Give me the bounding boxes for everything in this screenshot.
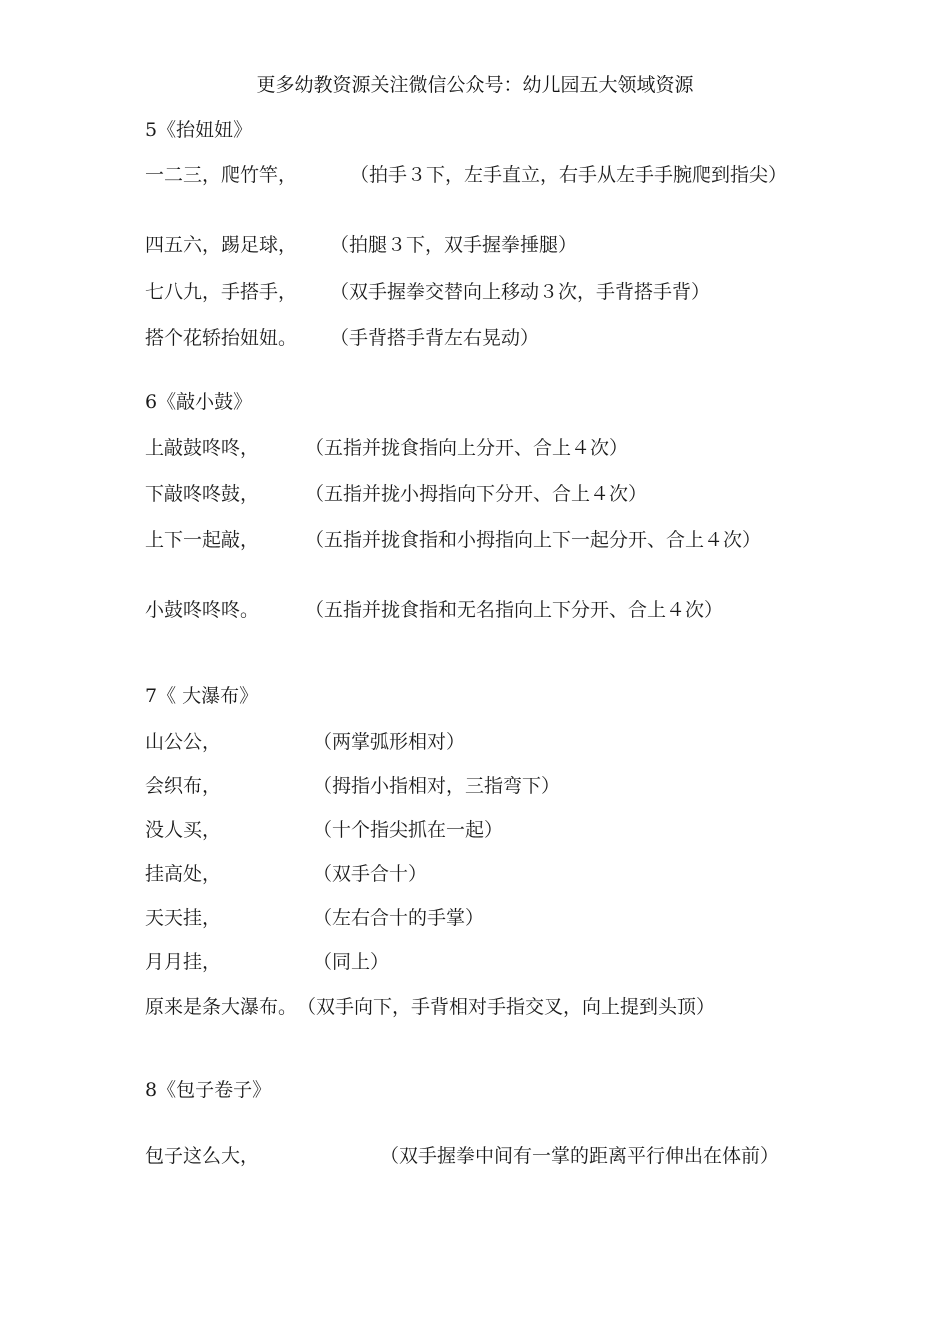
lyric-text: 月月挂，: [145, 951, 222, 973]
lyric-text: 一二三，爬竹竿，: [145, 164, 298, 186]
action-note: （双手握拳交替向上移动３次，手背搭手背）: [330, 281, 711, 303]
action-note: （十个指尖抓在一起）: [313, 819, 504, 841]
action-note: （五指并拢食指向上分开、合上４次）: [305, 437, 629, 459]
rhyme-line: [145, 528, 790, 553]
lyric-text: 原来是条大瀑布。: [145, 996, 298, 1018]
page-header: 更多幼教资源关注微信公众号：幼儿园五大领域资源: [256, 74, 694, 96]
rhyme-line: [145, 995, 715, 1020]
action-note: （五指并拢食指和小拇指向上下一起分开、合上４次）: [305, 529, 762, 551]
lyric-text: 搭个花轿抬妞妞。: [145, 327, 298, 349]
action-note: （左右合十的手掌）: [313, 907, 485, 929]
rhyme-line: [145, 280, 710, 305]
section-title: 7《 大瀑布》: [145, 685, 259, 707]
action-note: （五指并拢小拇指向下分开、合上４次）: [305, 483, 648, 505]
lyric-text: 包子这么大，: [145, 1145, 260, 1167]
rhyme-line: [145, 326, 539, 351]
action-note: （拍手３下，左手直立，右手从左手手腕爬到指尖）: [350, 164, 788, 186]
action-note: （拇指小指相对，三指弯下）: [313, 775, 561, 797]
lyric-text: 山公公，: [145, 731, 222, 753]
rhyme-line: [145, 818, 503, 843]
lyric-text: 没人买，: [145, 819, 222, 841]
section-title: 6《敲小鼓》: [145, 391, 253, 413]
lyric-text: 七八九，手搭手，: [145, 281, 298, 303]
rhyme-line: [145, 730, 465, 755]
rhyme-line: [145, 950, 389, 975]
action-note: （两掌弧形相对）: [313, 731, 466, 753]
lyric-text: 下敲咚咚鼓，: [145, 483, 260, 505]
rhyme-line: [145, 862, 427, 887]
lyric-text: 上敲鼓咚咚，: [145, 437, 260, 459]
action-note: （五指并拢食指和无名指向上下分开、合上４次）: [305, 599, 724, 621]
rhyme-line: [145, 906, 484, 931]
rhyme-line: [145, 1144, 790, 1169]
action-note: （手背搭手背左右晃动）: [330, 327, 540, 349]
action-note: （双手向下，手背相对手指交叉，向上提到头顶）: [297, 996, 716, 1018]
lyric-text: 挂高处，: [145, 863, 222, 885]
lyric-text: 四五六，踢足球，: [145, 234, 298, 256]
lyric-text: 会织布，: [145, 775, 222, 797]
action-note: （双手握拳中间有一掌的距离平行伸出在体前）: [380, 1145, 780, 1167]
section-title: 8《包子卷子》: [145, 1079, 272, 1101]
rhyme-line: [145, 233, 577, 258]
rhyme-line: [145, 774, 560, 799]
action-note: （双手合十）: [313, 863, 428, 885]
rhyme-line: [145, 482, 647, 507]
action-note: （拍腿３下，双手握拳捶腿）: [330, 234, 578, 256]
lyric-text: 天天挂，: [145, 907, 222, 929]
rhyme-line: [145, 598, 723, 623]
rhyme-line: [145, 163, 790, 188]
lyric-text: 上下一起敲，: [145, 529, 260, 551]
lyric-text: 小鼓咚咚咚。: [145, 599, 260, 621]
rhyme-line: [145, 436, 628, 461]
action-note: （同上）: [313, 951, 390, 973]
section-title: 5《抬妞妞》: [145, 119, 253, 141]
